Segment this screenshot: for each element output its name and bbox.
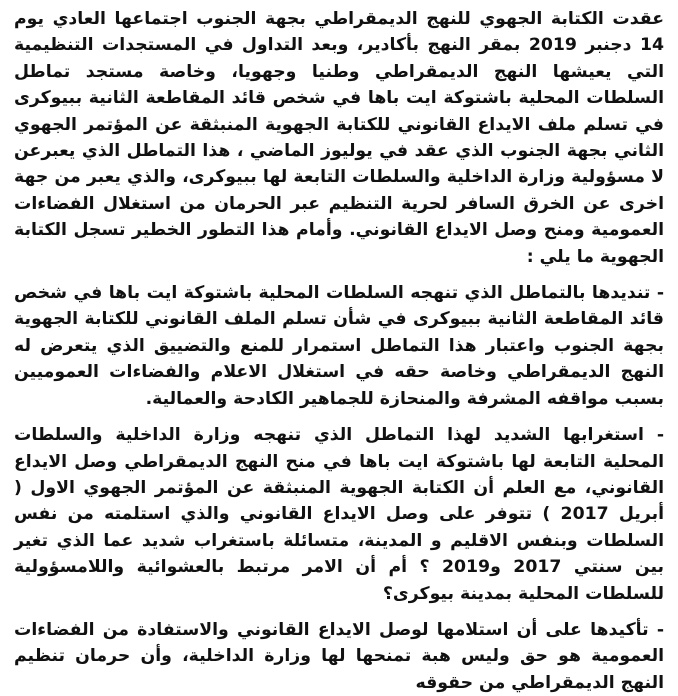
intro-paragraph: عقدت الكتابة الجهوي للنهج الديمقراطي بجهة الجنوب اجتماعها العادي يوم 14 دجنبر 2019 بمقر النهج بأكادير، وبعد التداول في المستجدات التنظيمية التي يعيشها النهج الديمقراطي وطنيا وجهويا، وخاصة مستجد تماطل السلطات المحلية باشتوكة ايت باها في شخص قائد المقاطعة الثانية ببيوكرى في تسلم ملف الايداع القانوني للكتابة الجهوية المنبثقة عن المؤتمر الجهوي الثاني بجهة الجنوب الذي عقد في يوليوز الماضي ، هذا التماطل الذي يعبرعن لا مسؤولية وزارة الداخلية والسلطات التابعة لها ببيوكرى، والذي يعبر من جهة اخرى عن الخرق السافر لحرية التنظيم عبر الحرمان من استغلال الفضاءات العمومية ومنح وصل الايداع القانوني. وأمام هذا التطور الخطير تسجل الكتابة الجهوية ما يلي : — [14, 9, 664, 267]
astonishment-paragraph: - استغرابها الشديد لهذا التماطل الذي تنهجه وزارة الداخلية والسلطات المحلية التابعة لها باشتوكة ايت باها في منح النهج الديمقراطي وصل الايداع القانوني، مع العلم أن الكتابة الجهوية المنبثقة عن المؤتمر الجهوي الاول ( أبريل 2017 ) تتوفر على وصل الايداع القانوني والذي استلمته من نفس السلطات وبنفس الاقليم و المدينة، متسائلة باستغراب شديد عما الذي تغير بين سنتي 2017 و2019 ؟ أم أن الامر مرتبط بالعشوائية واللامسؤولية للسلطات المحلية بمدينة بيوكرى؟ — [14, 425, 665, 604]
condemnation-paragraph: - تنديدها بالتماطل الذي تنهجه السلطات المحلية باشتوكة ايت باها في شخص قائد المقاطعة الثانية ببيوكرى في شأن تسلم الملف القانوني للكتابة الجهوية بجهة الجنوب واعتبار هذا التماطل استمرار للمنع والتضييق الذي يتعرض له النهج الديمقراطي وخاصة حقه في استغلال الاعلام والفضاءات العموميين بسبب مواقفه المشرفة والمنحازة للجماهير الكادحة والعمالية. — [14, 283, 664, 409]
affirmation-paragraph: - تأكيدها على أن استلامها لوصل الايداع القانوني والاستفادة من الفضاءات العمومية هو حق وليس هبة تمنحها لها وزارة الداخلية، وأن حرمان تنظيم النهج الديمقراطي من حقوقه — [14, 619, 664, 693]
